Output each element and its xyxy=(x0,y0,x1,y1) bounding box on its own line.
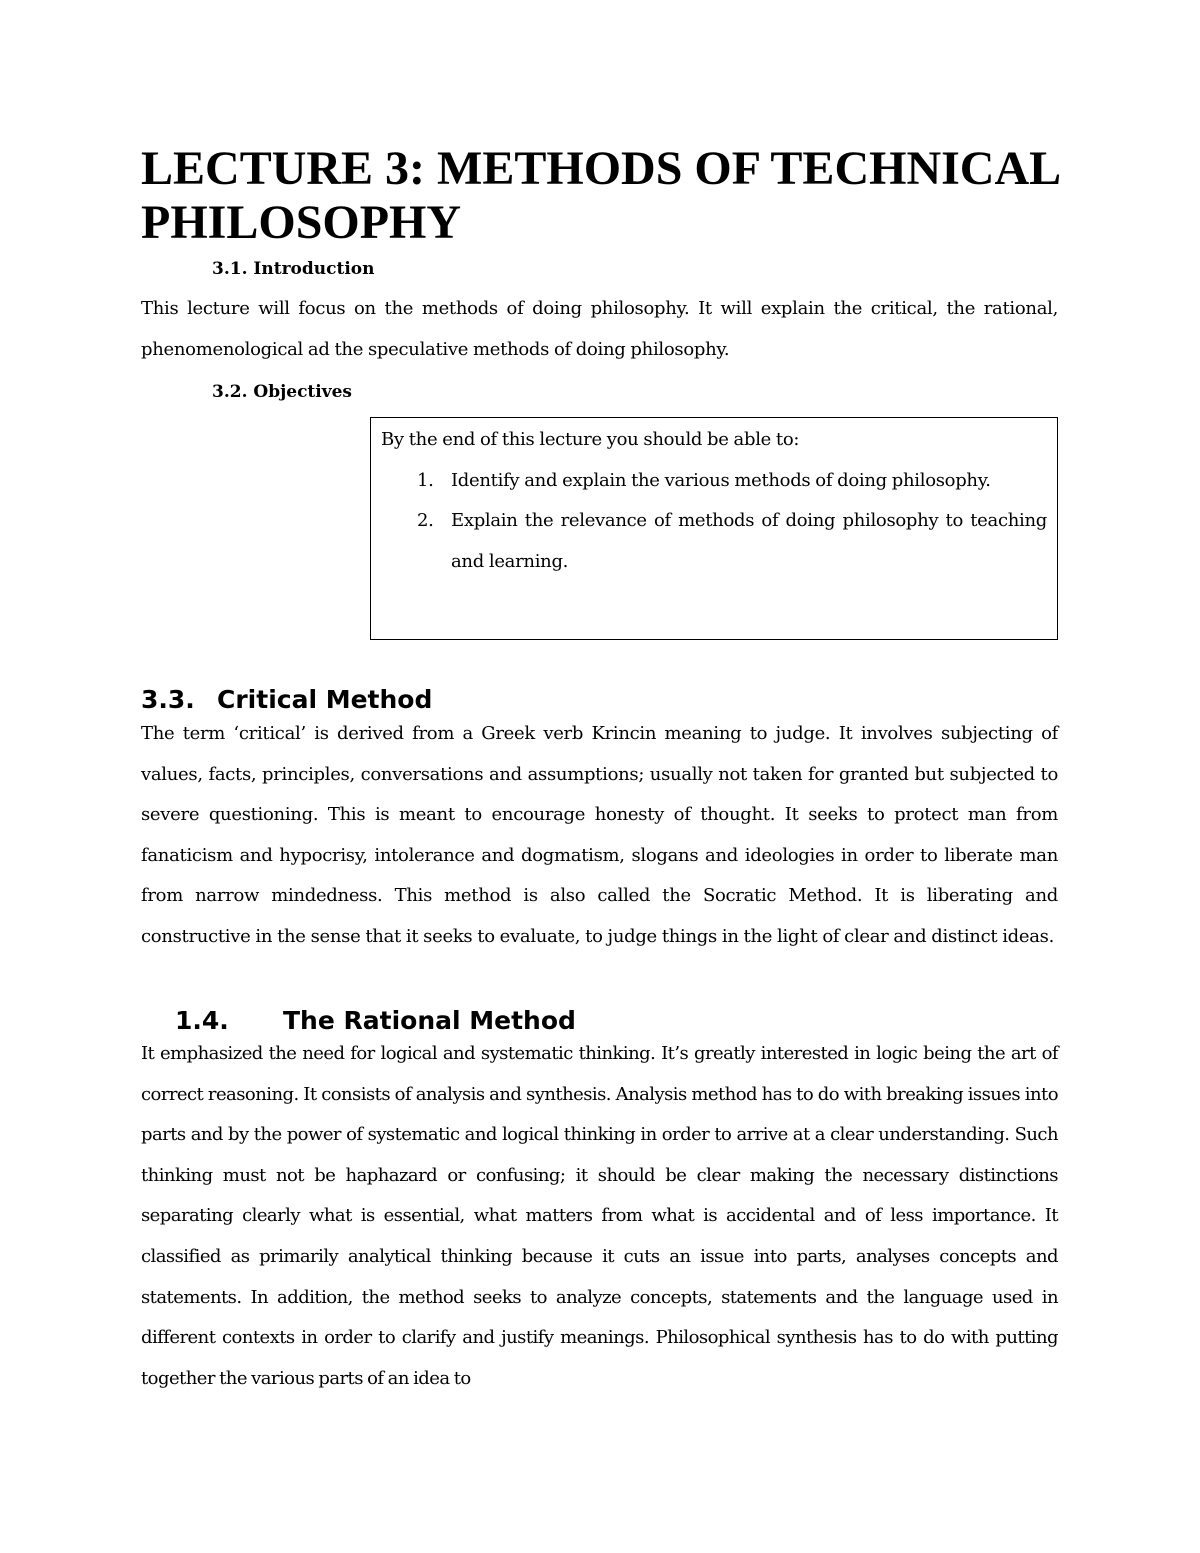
objective-text: Explain the relevance of methods of doing philosophy to teaching and learning. xyxy=(451,510,1047,572)
objective-item xyxy=(381,461,1047,502)
critical-method-title: Critical Method xyxy=(217,685,433,714)
rational-method-heading xyxy=(175,1006,576,1036)
critical-method-heading xyxy=(141,685,432,715)
introduction-heading: 3.1. Introduction xyxy=(212,259,375,279)
rational-method-number: 1.4. xyxy=(175,1006,229,1035)
rational-method-paragraph: It emphasized the need for logical and systematic thinking. It’s greatly interested in logic being the art of correct reasoning. It consists of analysis and synthesis. Analysis method has to do with breaking issues into parts and by the power of systematic and logical thinking in order to arrive at a clear understanding. Such thinking must not be haphazard or confusing; it should be clear making the necessary distinctions separating clearly what is essential, what matters from what is accidental and of less importance. It classified as primarily analytical thinking because it cuts an issue into parts, analyses concepts and statements. In addition, the method seeks to analyze concepts, statements and the language used in different contexts in order to clarify and justify meanings. Philosophical synthesis has to do with putting together the various parts of an idea to xyxy=(141,1043,1058,1389)
objectives-box xyxy=(370,417,1058,640)
critical-method-paragraph: The term ‘critical’ is derived from a Greek verb Krincin meaning to judge. It involves subjecting of values, facts, principles, conversations and assumptions; usually not taken for granted but subjected to severe questioning. This is meant to encourage honesty of thought. It seeks to protect man from fanaticism and hypocrisy, intolerance and dogmatism, slogans and ideologies in order to liberate man from narrow mindedness. This method is also called the Socratic Method. It is liberating and constructive in the sense that it seeks to evaluate, to judge things in the light of clear and distinct ideas. xyxy=(141,723,1058,947)
objectives-heading: 3.2. Objectives xyxy=(212,382,353,402)
objective-text: Identify and explain the various methods of doing philosophy. xyxy=(451,469,991,491)
critical-method-number: 3.3. xyxy=(141,685,195,714)
objective-number: 1. xyxy=(417,469,434,491)
objectives-list xyxy=(381,461,1047,583)
rational-method-title: The Rational Method xyxy=(283,1006,576,1035)
objective-number: 2. xyxy=(417,510,434,532)
objectives-intro: By the end of this lecture you should be able to: xyxy=(381,429,800,450)
objective-item xyxy=(381,501,1047,582)
introduction-paragraph: This lecture will focus on the methods of doing philosophy. It will explain the critical, the rational, phenomenological ad the speculative methods of doing philosophy. xyxy=(141,298,1058,360)
lecture-title: LECTURE 3: METHODS OF TECHNICAL PHILOSOPHY xyxy=(141,142,1059,249)
